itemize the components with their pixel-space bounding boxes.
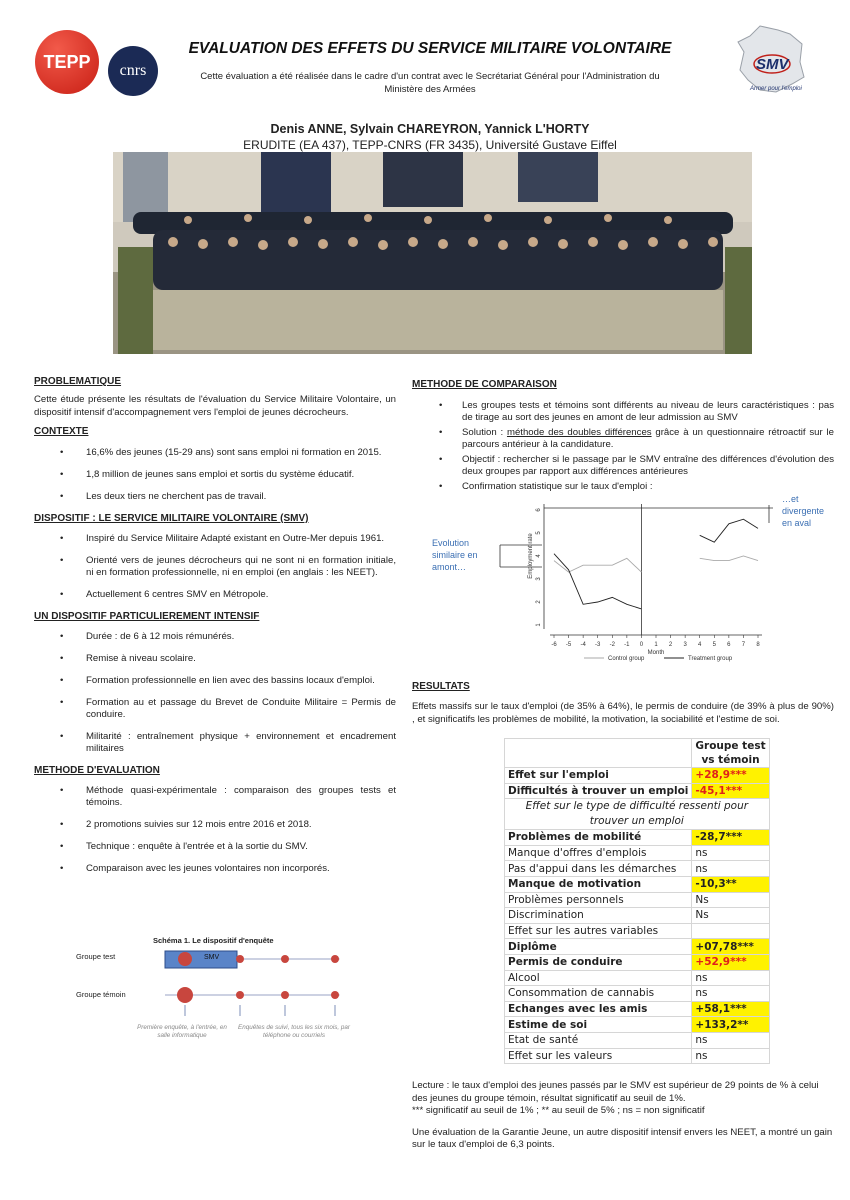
x-tick-label: 7 [741, 642, 746, 648]
list-item: • Technique : enquête à l'entrée et à la sortie du SMV. [34, 841, 396, 853]
results-table-wrap [504, 738, 770, 1064]
list-item: • 1,8 million de jeunes sans emploi et sortis du système éducatif. [34, 469, 396, 481]
table-cell-label: Discrimination [505, 908, 692, 924]
table-cell-label: Manque d'offres d'emplois [505, 845, 692, 861]
survey-schema [70, 932, 370, 1052]
resultats-section [412, 681, 834, 726]
table-cell-label: Effet sur les valeurs [505, 1048, 692, 1064]
list-item: • Actuellement 6 centres SMV en Métropole. [34, 589, 396, 601]
series-line-pre-0 [554, 558, 641, 572]
double-difference-link: méthode des doubles différences [506, 427, 652, 438]
table-row [505, 830, 770, 846]
x-tick-label: 5 [712, 642, 716, 648]
methode-comp-heading: METHODE DE COMPARAISON [412, 379, 557, 390]
table-row [505, 845, 770, 861]
cnrs-logo [108, 46, 158, 96]
table-cell-value: +133,2** [692, 1017, 769, 1033]
table-cell-value: -28,7*** [692, 830, 769, 846]
smv-logo [730, 22, 812, 100]
list-item: • 2 promotions suivies sur 12 mois entre 2016 et 2018. [34, 819, 396, 831]
x-tick-label: -6 [551, 642, 557, 648]
table-header-l2: vs témoin [701, 754, 760, 766]
table-row [505, 1017, 770, 1033]
table-row [505, 1001, 770, 1017]
list-item: • Confirmation statistique sur le taux d'emploi : [412, 481, 834, 493]
table-row [505, 1032, 770, 1048]
chart-annotation-right: …et divergente en aval [782, 494, 825, 528]
intensif-list [34, 631, 396, 755]
table-cell-label: Effet sur l'emploi [505, 768, 692, 784]
smv-logo-tagline: Armer pour l'emploi [750, 86, 802, 92]
x-tick-label: 0 [639, 642, 644, 648]
list-item: • Durée : de 6 à 12 mois rémunérés. [34, 631, 396, 643]
table-header-row [505, 739, 770, 768]
y-axis-label: Employment rate [528, 533, 534, 579]
group-photo [113, 152, 752, 354]
table-cell-label: Effet sur les autres variables [505, 923, 692, 939]
schema-note-followup: Enquêtes de suivi, tous les six mois, par téléphone ou courriels [238, 1024, 350, 1039]
intensif-heading: UN DISPOSITIF PARTICULIEREMENT INTENSIF [34, 611, 260, 622]
table-cell-label: Consommation de cannabis [505, 986, 692, 1002]
resultats-text: Effets massifs sur le taux d'emploi (de 35% à 64%), le permis de conduire (de 39% à plus de 90%) , et significatifs les problèmes de mobilité, la motivation, la sociabilité et l'estime de soi. [412, 701, 834, 725]
tepp-logo [35, 30, 99, 94]
poster-subtitle: Cette évaluation a été réalisée dans le cadre d'un contrat avec le Secrétariat Général pour l'Administration du Ministère des Armées [200, 71, 660, 95]
table-cell-value: +07,78*** [692, 939, 769, 955]
dispositif-heading: DISPOSITIF : LE SERVICE MILITAIRE VOLONTAIRE (SMV) [34, 513, 309, 524]
results-table [504, 738, 770, 1064]
notes-section [412, 1080, 834, 1152]
table-cell-label: Manque de motivation [505, 876, 692, 892]
list-item: • Méthode quasi-expérimentale : comparaison des groupes tests et témoins. [34, 785, 396, 809]
x-tick-label: 4 [698, 642, 702, 648]
x-tick-label: -4 [580, 642, 586, 648]
x-tick-label: -2 [609, 642, 615, 648]
schema-note-first: Première enquête, à l'entrée, en salle informatique [137, 1024, 227, 1039]
table-cell-value: -45,1*** [692, 783, 769, 799]
table-row [505, 970, 770, 986]
table-subheader-row [505, 799, 770, 830]
series-line-pre-1 [554, 554, 641, 609]
table-row [505, 923, 770, 939]
table-cell-label: Alcool [505, 970, 692, 986]
affiliation: ERUDITE (EA 437), TEPP-CNRS (FR 3435), Université Gustave Eiffel [243, 138, 617, 152]
y-tick-label: 1 [536, 623, 542, 627]
garantie-note: Une évaluation de la Garantie Jeune, un autre dispositif intensif envers les NEET, a montré un gain sur le taux d'emploi de 6,3 points. [412, 1126, 833, 1150]
schema-row-temoin: Groupe témoin [76, 990, 126, 999]
table-cell-label: Diplôme [505, 939, 692, 955]
schema-row-test: Groupe test [76, 952, 116, 961]
table-header-l1: Groupe test [695, 740, 766, 752]
x-tick-label: 8 [756, 642, 760, 648]
series-line-post-1 [700, 519, 758, 542]
table-cell-value: +52,9*** [692, 954, 769, 970]
table-cell-label: Permis de conduire [505, 954, 692, 970]
table-row [505, 1048, 770, 1064]
x-tick-label: 1 [654, 642, 658, 648]
x-tick-label: -3 [595, 642, 601, 648]
solution-prefix: Solution : [462, 427, 507, 438]
chart-annotation-left: Evolution similaire en amont… [432, 538, 478, 572]
lecture-note: Lecture : le taux d'emploi des jeunes passés par le SMV est supérieur de 29 points de % à celui des jeunes du groupe témoin, résultat significatif au seuil de 1%. [412, 1080, 819, 1104]
table-row [505, 892, 770, 908]
legend-label-treatment: Treatment group [688, 656, 733, 662]
table-row [505, 908, 770, 924]
table-cell-label: Problèmes de mobilité [505, 830, 692, 846]
table-cell-label: Difficultés à trouver un emploi [505, 783, 692, 799]
contexte-list [34, 447, 396, 503]
poster-title: EVALUATION DES EFFETS DU SERVICE MILITAIRE VOLONTAIRE [188, 40, 672, 57]
table-cell-label: Pas d'appui dans les démarches [505, 861, 692, 877]
table-cell-label: Etat de santé [505, 1032, 692, 1048]
cnrs-logo-text: cnrs [119, 62, 147, 79]
list-item: • Inspiré du Service Militaire Adapté existant en Outre-Mer depuis 1961. [34, 533, 396, 545]
group-photo-illustration [113, 152, 752, 354]
table-row [505, 986, 770, 1002]
dispositif-list [34, 533, 396, 601]
table-header [692, 739, 769, 768]
x-tick-label: -1 [624, 642, 630, 648]
list-item: • Remise à niveau scolaire. [34, 653, 396, 665]
tepp-logo-text: TEPP [43, 51, 91, 72]
schema-title: Schéma 1. Le dispositif d'enquête [153, 936, 274, 945]
methode-eval-heading: METHODE D'EVALUATION [34, 765, 160, 776]
resultats-heading: RESULTATS [412, 681, 470, 692]
list-item: • 16,6% des jeunes (15-29 ans) sont sans emploi ni formation en 2015. [34, 447, 396, 459]
table-row [505, 861, 770, 877]
series-line-post-0 [700, 556, 758, 561]
table-cell-value: ns [692, 986, 769, 1002]
table-cell-label: Estime de soi [505, 1017, 692, 1033]
table-header-empty [505, 739, 692, 768]
authors: Denis ANNE, Sylvain CHAREYRON, Yannick L'HORTY [270, 122, 590, 136]
y-tick-label: 2 [536, 600, 542, 604]
schema-box-label: SMV [204, 954, 220, 961]
list-item: • Les deux tiers ne cherchent pas de travail. [34, 491, 396, 503]
list-item [412, 427, 834, 451]
contexte-heading: CONTEXTE [34, 426, 89, 437]
list-item: • Objectif : rechercher si le passage par le SMV entraîne des différences d'évolution des deux groupes par rapport aux différences antérieures [412, 454, 834, 478]
table-cell-value: +58,1*** [692, 1001, 769, 1017]
table-cell-value: ns [692, 845, 769, 861]
left-column [34, 376, 396, 885]
problematique-text: Cette étude présente les résultats de l'évaluation du Service Militaire Volontaire, un dispositif intensif d'accompagnement vers l'emploi de jeunes décrocheurs. [34, 394, 396, 418]
table-cell-value [692, 923, 769, 939]
methode-comp-list [412, 400, 834, 493]
table-cell-value: Ns [692, 908, 769, 924]
list-item: • Orienté vers de jeunes décrocheurs qui ne sont ni en formation initiale, ni en formation professionnelle, ni en emploi (en anglais : les NEET). [34, 555, 396, 579]
right-column [412, 379, 834, 496]
table-cell-value: ns [692, 1048, 769, 1064]
table-body-top [505, 768, 770, 799]
table-row [505, 954, 770, 970]
problematique-heading: PROBLEMATIQUE [34, 376, 122, 387]
table-cell-value: ns [692, 861, 769, 877]
table-subheader: Effet sur le type de difficulté ressenti pour trouver un emploi [505, 799, 770, 830]
table-cell-value: -10,3** [692, 876, 769, 892]
y-tick-label: 4 [536, 554, 542, 558]
table-cell-value: +28,9*** [692, 768, 769, 784]
table-row [505, 939, 770, 955]
methode-eval-list [34, 785, 396, 875]
table-cell-value: ns [692, 970, 769, 986]
list-item: • Militarité : entraînement physique + environnement et encadrement militaires [34, 731, 396, 755]
table-cell-value: ns [692, 1032, 769, 1048]
smv-logo-text: SMV [756, 56, 789, 73]
significance-note: *** significatif au seuil de 1% ; ** au seuil de 5% ; ns = non significatif [412, 1105, 705, 1116]
list-item: • Comparaison avec les jeunes volontaires non incorporés. [34, 863, 396, 875]
table-body-bottom [505, 830, 770, 1064]
x-tick-label: 2 [668, 642, 673, 648]
list-item: • Les groupes tests et témoins sont différents au niveau de leurs caractéristiques : pas de tirage au sort des jeunes en amont de leur admission au SMV [412, 400, 834, 424]
x-tick-label: 3 [683, 642, 687, 648]
x-axis-label: Month [647, 650, 665, 656]
solution-suffix: grâce à un questionnaire rétroactif sur le parcours antérieur à la candidature. [462, 427, 834, 450]
x-tick-label: -5 [565, 642, 572, 648]
table-cell-label: Problèmes personnels [505, 892, 692, 908]
table-row [505, 768, 770, 784]
chart-svg [412, 485, 832, 665]
list-item: • Formation au et passage du Brevet de Conduite Militaire = Permis de conduire. [34, 697, 396, 721]
employment-chart [412, 485, 832, 665]
list-item: • Formation professionnelle en lien avec des bassins locaux d'emploi. [34, 675, 396, 687]
legend-label-control: Control group [608, 656, 645, 662]
x-tick-label: 6 [727, 642, 731, 648]
table-cell-label: Echanges avec les amis [505, 1001, 692, 1017]
table-cell-value: Ns [692, 892, 769, 908]
y-tick-label: 5 [536, 531, 542, 535]
y-tick-label: 6 [536, 508, 542, 512]
table-row [505, 783, 770, 799]
y-tick-label: 3 [536, 577, 542, 581]
table-row [505, 876, 770, 892]
